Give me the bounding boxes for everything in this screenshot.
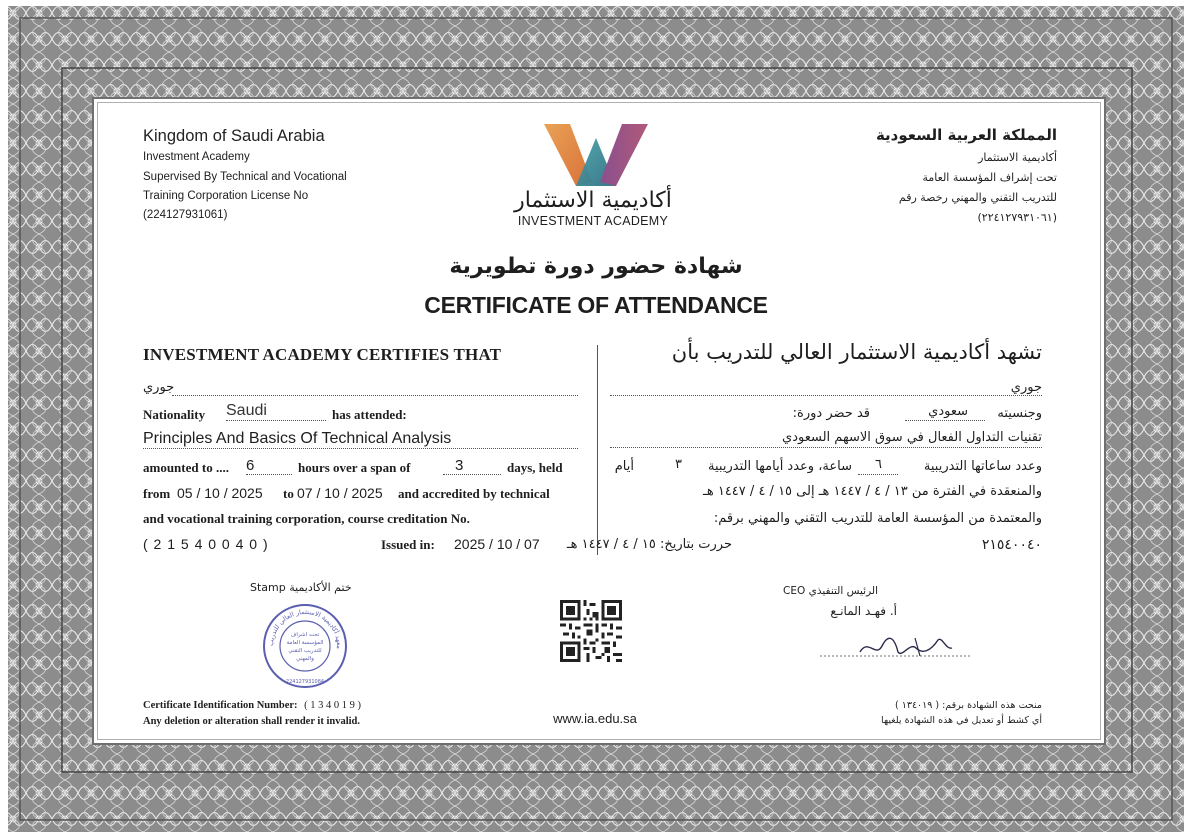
hours-line-en	[246, 474, 292, 475]
ceo-name: أ. فهـد المانـع	[830, 604, 897, 618]
course-line-en	[143, 448, 578, 449]
stamp-label-en: Stamp	[250, 581, 286, 594]
warning-en: Any deletion or alteration shall render it invalid.	[143, 716, 361, 727]
header-supervision-1-ar: تحت إشراف المؤسسة العامة	[922, 171, 1057, 184]
qr-code-icon	[560, 600, 622, 662]
stamp-label	[250, 581, 352, 594]
logo-name-en: INVESTMENT ACADEMY	[517, 214, 669, 228]
website-link[interactable]: www.ia.edu.sa	[553, 711, 637, 726]
attended-label-ar: قد حضر دورة:	[792, 406, 870, 421]
academy-stamp	[262, 603, 348, 689]
column-divider	[597, 345, 598, 555]
stamp-ring-text: معهد أكاديمية الاستثمار العالي للتدريب	[266, 607, 344, 650]
course-line-ar	[610, 447, 1042, 448]
certificate-id-value: ( 1 3 4 0 1 9 )	[304, 700, 362, 711]
ceo-signature	[820, 628, 990, 668]
hours-label-en: hours over a span of	[298, 460, 411, 475]
arabic-heading: تشهد أكاديمية الاستثمار العالي للتدريب بأن	[671, 340, 1042, 364]
hours-value-ar: ٦	[875, 457, 882, 472]
accredited-line-1-en: and accredited by technical	[398, 486, 550, 501]
accredited-line-2-en: and vocational training corporation, course creditation No.	[143, 511, 470, 526]
recipient-name-ar: جوري	[1010, 380, 1042, 395]
hours-label-ar: وعدد ساعاتها التدريبية	[923, 459, 1042, 474]
header-supervision-1-en: Supervised By Technical and Vocational	[143, 171, 347, 183]
days-suffix-ar: أيام	[614, 459, 634, 474]
issued-ar: حررت بتاريخ: ١٥ / ٤ / ١٤٤٧ هـ	[566, 537, 732, 552]
nationality-line-en	[226, 420, 326, 421]
days-label-ar: ساعة، وعدد أيامها التدريبية	[708, 459, 852, 474]
from-date-en: 05 / 10 / 2025	[177, 485, 263, 501]
days-value-en: 3	[455, 457, 464, 474]
recipient-line-en	[172, 395, 578, 396]
to-date-en: 07 / 10 / 2025	[297, 485, 383, 501]
investment-academy-logo-icon	[540, 120, 652, 190]
nationality-label-en: Nationality	[143, 407, 206, 422]
header-license-en: (224127931061)	[143, 209, 228, 221]
certificate-title-ar: شهادة حضور دورة تطويرية	[449, 254, 743, 279]
nationality-label-ar: وجنسيته	[997, 406, 1042, 421]
header-country-ar: المملكة العربية السعودية	[875, 126, 1057, 144]
ceo-label: الرئيس التنفيذي CEO	[783, 585, 878, 597]
creditation-number-en: ( 2 1 5 4 0 0 4 0 )	[143, 536, 269, 552]
header-academy-en: Investment Academy	[143, 151, 250, 163]
stamp-license: 224127931084	[285, 679, 325, 685]
nationality-value-en: Saudi	[226, 402, 267, 419]
issued-label-en: Issued in:	[381, 537, 435, 552]
creditation-number-ar: ٢١٥٤٠٠٤٠	[981, 537, 1042, 553]
issued-date-en: 2025 / 10 / 07	[454, 536, 540, 552]
logo-name-ar: أكاديمية الاستثمار	[514, 188, 672, 213]
warning-ar: أي كشط أو تعديل في هذه الشهادة يلغيها	[881, 715, 1042, 726]
course-name-ar: تقنيات التداول الفعال في سوق الاسهم السعودي	[782, 430, 1042, 445]
stamp-label-ar: ختم الأكاديمية	[289, 581, 352, 594]
stamp-center-1: تحت اشراف	[290, 632, 320, 638]
to-label-en: to	[283, 486, 294, 501]
certificate-id-ar: منحت هذه الشهادة برقم: ( ١٣٤٠١٩ )	[895, 700, 1042, 711]
hours-line-ar	[858, 474, 898, 475]
days-line-en	[443, 474, 501, 475]
header-supervision-2-ar: للتدريب التقني والمهني رخصة رقم	[898, 191, 1057, 204]
stamp-center-4: والمهني	[296, 656, 314, 662]
header-academy-ar: أكاديمية الاستثمار	[978, 151, 1057, 164]
attended-label-en: has attended:	[332, 407, 407, 422]
recipient-name-en: جوري	[143, 380, 175, 395]
header-country-en: Kingdom of Saudi Arabia	[143, 127, 325, 145]
recipient-line-ar	[610, 395, 1042, 396]
header-supervision-2-en: Training Corporation License No	[143, 190, 309, 202]
days-label-en: days, held	[507, 460, 563, 475]
hours-value-en: 6	[246, 457, 255, 474]
certificate-title-en: CERTIFICATE OF ATTENDANCE	[424, 292, 768, 318]
accredited-ar: والمعتمدة من المؤسسة العامة للتدريب التقني والمهني برقم:	[713, 511, 1042, 526]
nationality-value-ar: سعودي	[928, 404, 968, 419]
days-value-ar: ٣	[675, 457, 682, 472]
nationality-line-ar	[905, 420, 985, 421]
stamp-center-3: للتدريب التقني	[288, 648, 322, 654]
period-ar: والمنعقدة في الفترة من ١٣ / ٤ / ١٤٤٧ هـ إلى ١٥ / ٤ / ١٤٤٧ هـ	[703, 484, 1042, 499]
from-label-en: from	[143, 486, 171, 501]
course-name-en: Principles And Basics Of Technical Analysis	[143, 430, 452, 447]
stamp-center-2: المؤسسة العامة	[286, 640, 324, 646]
amounted-label-en: amounted to ....	[143, 460, 229, 475]
header-license-ar: (٢٢٤١٢٧٩٣١٠٦١)	[977, 211, 1057, 224]
certificate-id-label: Certificate Identification Number:	[143, 700, 298, 711]
certificate-id-line	[143, 700, 361, 711]
english-heading: INVESTMENT ACADEMY CERTIFIES THAT	[143, 345, 502, 364]
